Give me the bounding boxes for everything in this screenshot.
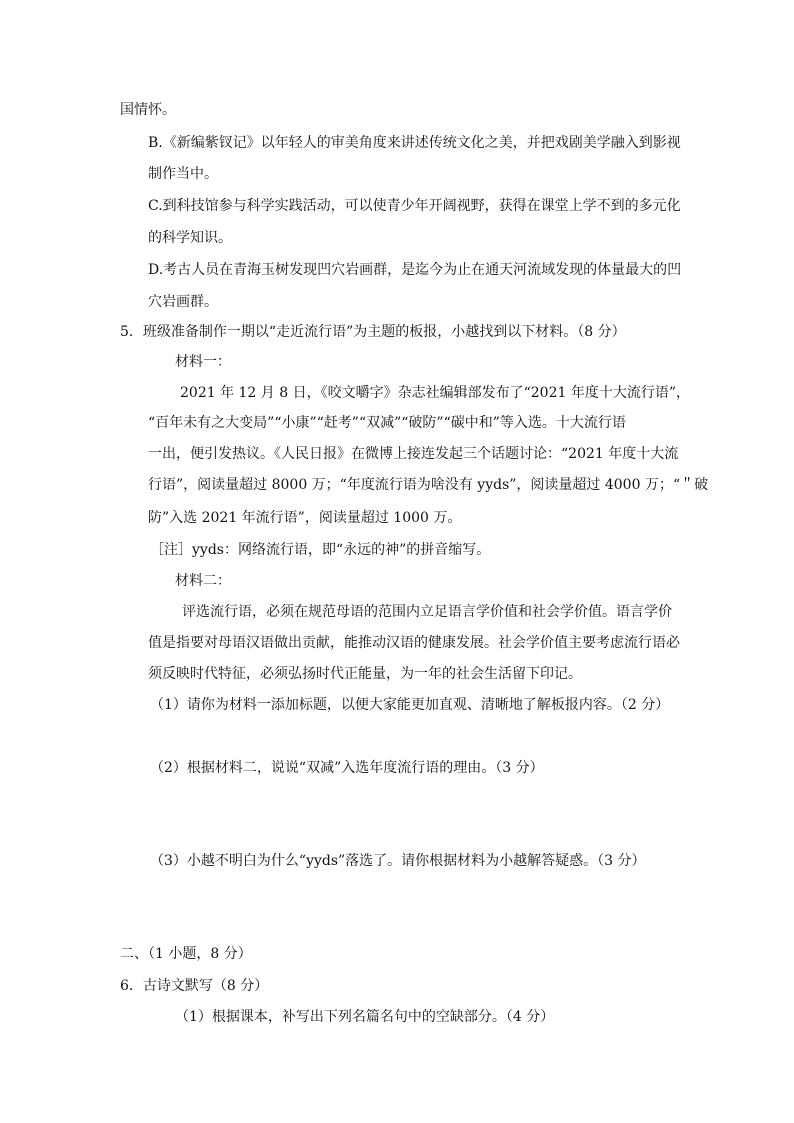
sub-question-2: （2）根据材料二，说说“双减”入选年度流行语的理由。（3 分） — [150, 760, 544, 776]
text-line: 评选流行语，必须在规范母语的范围内立足语言学价值和社会学价值。语言学价 — [182, 604, 672, 620]
note: ［注］yyds：网络流行语，即“永远的神”的拼音缩写。 — [150, 542, 491, 558]
sub-question-6-1: （1）根据课本，补写出下列名篇名句中的空缺部分。（4 分） — [175, 1009, 555, 1025]
question-6: 6．古诗文默写（8 分） — [120, 978, 269, 994]
text-line: 的科学知识。 — [148, 230, 232, 246]
text-line: 2021 年 12 月 8 日，《咬文嚼字》杂志社编辑部发布了“2021 年度十大流行语”， — [180, 385, 690, 401]
option-d: D.考古人员在青海玉树发现凹穴岩画群，是迄今为止在通天河流域发现的体量最大的凹 — [148, 262, 682, 278]
option-c: C.到科技馆参与科学实践活动，可以使青少年开阔视野，获得在课堂上学不到的多元化 — [148, 198, 681, 214]
text-line: 值是指要对母语汉语做出贡献，能推动汉语的健康发展。社会学价值主要考虑流行语必 — [148, 635, 680, 651]
text-line: 防”入选 2021 年流行语”，阅读量超过 1000 万。 — [148, 510, 462, 526]
material-1-heading: 材料一： — [175, 354, 231, 370]
text-line: 一出，便引发热议。《人民日报》在微博上接连发起三个话题讨论：“2021 年度十大流 — [148, 446, 679, 462]
option-b: B.《新编紫钗记》以年轻人的审美角度来讲述传统文化之美，并把戏剧美学融入到影视 — [148, 135, 681, 151]
text-line: “百年未有之大变局”“小康”“赶考”“双减”“破防”“碳中和”等入选。十大流行语 — [148, 415, 626, 431]
text-line: 制作当中。 — [148, 166, 218, 182]
question-5: 5．班级准备制作一期以“走近流行语”为主题的板报，小越找到以下材料。（8 分） — [120, 324, 626, 340]
text-line: 国情怀。 — [120, 102, 176, 118]
text-line: 穴岩画群。 — [148, 294, 218, 310]
section-heading: 二、（1 小题，8 分） — [120, 946, 252, 962]
material-2-heading: 材料二： — [175, 573, 231, 589]
text-line: 行语”，阅读量超过 8000 万；“年度流行语为啥没有 yyds”，阅读量超过 4000 万；“＂破 — [148, 477, 709, 493]
sub-question-1: （1）请你为材料一添加标题，以便大家能更加直观、清晰地了解板报内容。（2 分） — [150, 697, 670, 713]
sub-question-3: （3）小越不明白为什么“yyds”落选了。请你根据材料为小越解答疑惑。（3 分） — [150, 853, 646, 869]
text-line: 须反映时代特征，必须弘扬时代正能量，为一年的社会生活留下印记。 — [148, 666, 582, 682]
